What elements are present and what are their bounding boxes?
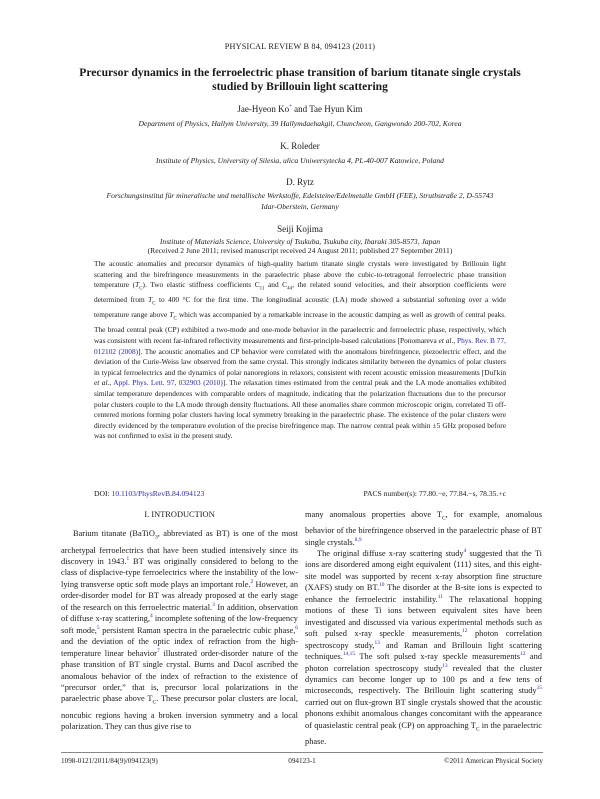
citation-link[interactable]: 12 [520, 651, 526, 658]
author-names: Jae-Hyeon Ko [237, 104, 290, 114]
citation-link[interactable]: 11 [437, 594, 443, 601]
paper-title: Precursor dynamics in the ferroelectric phase transition of barium titanate single crystals studied by Brillouin light scattering [79, 66, 521, 93]
citation-link[interactable]: 2 [250, 579, 254, 586]
citation-link[interactable]: 4 [463, 548, 467, 555]
intro-paragraph-1-cont: many anomalous properties above $T_C$, for example, anomalous behavior of the birefringence observed in the paraelectric phase of BT single crystals.$^{8,9}$ [305, 510, 542, 547]
footer-divider [61, 752, 543, 753]
citation-link[interactable]: 1 [126, 556, 130, 563]
received-dates: (Received 2 June 2011; revised manuscript received 24 August 2011; published 27 September 2011) [147, 246, 453, 255]
abstract: The acoustic anomalies and precursor dynamics of high-quality barium titanate single crystals were investigated by Brillouin light scattering and the birefringence measurements in the paraelectric phase above the cubic-to-tetragonal ferroelectric phase transition temperature $(T_C)$. Two elastic stiffness coefficients $C_{11}$ and $C_{44}$, the related sound velocities, and their absorption coefficients were determined from $T_C$ to 400 °C for the first time. The longitudinal acoustic (LA) mode showed a substantial softening over a wide temperature range above $T_C$ which was accompanied by a remarkable increase in the acoustic damping as well as growth of central peaks. The broad central peak (CP) exhibited a two-mode and one-mode behavior in the paraelectric and ferroelectric phase, respectively, which was consistent with recent far-infrared reflectivity measurements and first-principle-based calculations [Ponomareva et al., Phys. Rev. B 77, 012102 (2008)]. The acoustic anomalies and CP behavior were correlated with the anomalous birefringence, piezoelectric effect, and the deviation of the Curie-Weiss law observed from the same crystal. This strongly indicates similarity between the dynamics of polar clusters in typical ferroelectrics and the dynamics of polar nanoregions in relaxors, consistent with recent acoustic emission measurements [Dul'kin et al., Appl. Phys. Lett. 97, 032903 (2010)]. The relaxation times estimated from the central peak and the LA mode anomalies exhibited similar temperature dependences with comparable orders of magnitude, indicating that the polarization fluctuations due to the precursor polar clusters couple to the LA mode through density fluctuations. All these anomalies share common microscopic origin, correlated Ti off-centered motions forming polar clusters having local symmetry breaking in the paraelectric phase. The existence of the polar clusters were directly evidenced by the temperature evolution of the precise birefringence map. The narrow central peak within ±5 GHz proposed before was not confirmed to exist in the present study. [94, 259, 506, 441]
pacs-numbers: PACS number(s): 77.80.−e, 77.84.−s, 78.35.+c [363, 489, 506, 498]
reference-link-ponomareva[interactable]: Phys. Rev. B 77, 012102 (2008) [94, 335, 506, 356]
right-column [305, 509, 542, 747]
affiliation-1: Department of Physics, Hallym University, 39 Hallymdaehakgil, Chuncheon, Gangwondo 200-702, Korea [138, 119, 462, 128]
footer-code: 1098-0121/2011/84(9)/094123(9) [61, 757, 158, 765]
journal-header: PHYSICAL REVIEW B 84, 094123 (2011) [224, 42, 376, 51]
citation-link[interactable]: 13 [442, 662, 448, 669]
citation-link[interactable]: 5 [96, 624, 100, 631]
citation-link[interactable]: 7 [156, 647, 160, 654]
author-line-2: K. Roleder [280, 141, 320, 151]
citation-link[interactable]: 10 [379, 582, 385, 589]
affiliation-2: Institute of Physics, University of Silesia, ulica Uniwersytecka 4, PL-40-007 Katowice, Poland [156, 156, 444, 165]
citation-link[interactable]: 4 [149, 613, 153, 620]
affiliation-3: Forschungsinstitut für mineralische und metallische Werkstoffe, Edelsteine/Edelmetalle GmbH (FEE), Struthstraße 2, D-55743 Idar-Oberstein, Germany [106, 191, 494, 211]
copyright: ©2011 American Physical Society [444, 757, 543, 765]
citation-link[interactable]: 8,9 [354, 536, 362, 543]
citation-link[interactable]: 14,15 [342, 651, 356, 658]
author-line-4: Seiji Kojima [277, 224, 323, 234]
author-line-1 [0, 104, 600, 114]
section-title: I. INTRODUCTION [144, 510, 215, 519]
page-number: 094123-1 [288, 757, 316, 765]
citation-link[interactable]: 15 [536, 685, 542, 692]
citation-link[interactable]: 12 [462, 628, 468, 635]
author-footnote-mark[interactable]: * [289, 104, 292, 110]
citation-link[interactable]: 13 [374, 639, 380, 646]
doi-link[interactable]: 10.1103/PhysRevB.84.094123 [111, 489, 205, 498]
author-names-rest: and Tae Hyun Kim [291, 104, 363, 114]
intro-paragraph-2: The original diffuse x-ray scattering study$^4$ suggested that the Ti ions are disordered among eight equivalent ⟨111⟩ sites, and this eight-site model was supported by recent x-ray absorption fine structure (XAFS) study on BT.$^{10}$ The disorder at the B-site ions is expected to enhance the ferroelectric instability.$^{11}$ The relaxational hopping motions of these Ti ions between equivalent sites have been investigated and discussed via various experimental methods such as soft pulsed x-ray speckle measurements,$^{12}$ photon correlation spectroscopy study,$^{13}$ and Raman and Brillouin light scattering techniques.$^{14,15}$ The soft pulsed x-ray speckle measurements$^{12}$ and photon correlation spectroscopy study$^{13}$ revealed that the cluster dynamics can become longer up to 100 ps and a few tens of microseconds, respectively. The Brillouin light scattering study$^{15}$ carried out on flux-grown BT single crystals showed that the acoustic phonons exhibit anomalous changes concomitant with the appearance of quasielastic central peak (CP) on approaching $T_C$ in the paraelectric phase. [305, 548, 542, 746]
doi-pacs-line [94, 489, 506, 498]
citation-link[interactable]: 3 [212, 602, 215, 609]
intro-paragraph-1: Barium titanate (BaTiO$_3$, abbreviated as BT) is one of the most archetypal ferroelectrics that have been studied intensively since its discovery in 1943.$^1$ BT was originally considered to belong to the class of displacive-type ferroelectrics where the instability of the low-lying transverse optic soft mode plays an important role.$^2$ However, an order-disorder model for BT was already proposed at the early stage of the research on this ferroelectric material.$^3$ In addition, observation of diffuse x-ray scattering,$^4$ incomplete softening of the low-frequency soft mode,$^5$ persistent Raman spectra in the paraelectric cubic phase,$^6$ and the deviation of the optic index of refraction from the high-temperature linear behavior$^7$ illustrated order-disorder nature of the phase transition of BT single crystal. Burns and Dacol ascribed the anomalous behavior of the index of refraction to the existence of “precursor order,” that is, precursor local polarizations in the paraelectric phase above $T_C$. These precursor polar clusters are local, noncubic regions having a broken inversion symmetry and a local polarization. They can thus give rise to [61, 529, 299, 732]
author-line-3: D. Rytz [286, 177, 314, 187]
citation-link[interactable]: 6 [295, 624, 298, 631]
doi-label: DOI: [94, 489, 112, 498]
affiliation-4: Institute of Materials Science, University of Tsukuba, Tsukuba city, Ibaraki 305-8573, Japan [159, 237, 441, 246]
left-column [61, 509, 298, 733]
reference-link-dulkin[interactable]: Appl. Phys. Lett. 97, 032903 (2010) [113, 378, 223, 388]
